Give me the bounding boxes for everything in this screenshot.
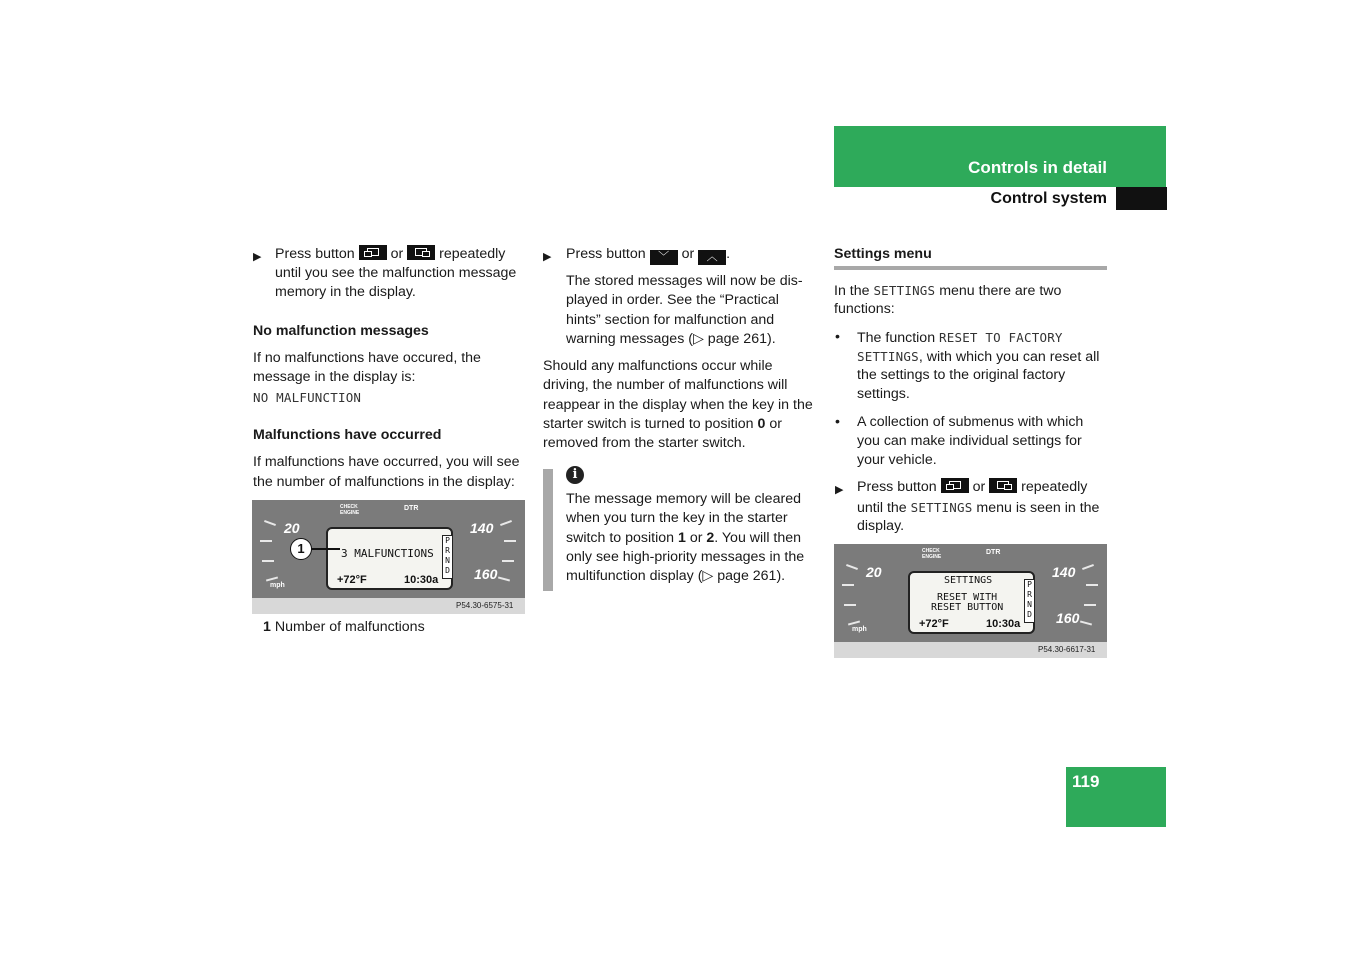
heading-settings-menu: Settings menu <box>834 246 932 262</box>
note-line: switch to position 1 or 2. You will then <box>566 530 802 546</box>
instrument-cluster-figure <box>252 500 525 614</box>
section-subtitle: Control system <box>990 190 1107 207</box>
speed-label: 160 <box>1056 610 1080 626</box>
para-line: driving, the number of malfunctions will <box>543 377 788 393</box>
display-button-icon <box>359 245 387 260</box>
unit-label: mph <box>270 582 285 589</box>
step-text: repeatedly <box>1021 479 1088 495</box>
multifunction-display <box>908 571 1035 634</box>
para-line: In the SETTINGS menu there are two <box>834 283 1062 299</box>
bullet-icon: • <box>835 414 840 430</box>
para-line: functions: <box>834 301 895 317</box>
lcd-time: 10:30a <box>404 574 439 586</box>
heading-no-malfunction: No malfunction messages <box>253 323 429 339</box>
lcd-line: SETTINGS <box>944 575 993 586</box>
para-line: If malfunctions have occurred, you will see <box>253 454 520 470</box>
figure-id: P54.30-6575-31 <box>456 601 514 610</box>
dtr-label: DTR <box>986 549 1001 556</box>
step-text: Press button <box>275 246 355 262</box>
para-line: reappear in the display when the key in the <box>543 397 813 413</box>
speed-label: 20 <box>284 520 300 536</box>
gear-indicator: P R N D <box>442 535 453 579</box>
note-line: when you turn the key in the starter <box>566 510 788 526</box>
bullet-line: your vehicle. <box>857 452 937 468</box>
lcd-temperature: +72°F <box>337 574 367 586</box>
speed-label: 140 <box>470 520 494 536</box>
display-code: NO MALFUNCTION <box>253 390 362 405</box>
figure-caption <box>263 618 425 637</box>
col1-step <box>275 245 505 264</box>
para-line: The stored messages will now be dis- <box>566 273 803 289</box>
para-line: removed from the starter switch. <box>543 435 746 451</box>
speed-label: 160 <box>474 566 498 582</box>
section-title: Controls in detail <box>968 158 1107 177</box>
bullet-line: you can make individual settings for <box>857 433 1082 449</box>
step-or: or <box>681 246 695 262</box>
col3-step <box>857 478 1087 497</box>
note-line: The message memory will be cleared <box>566 491 801 507</box>
chevron-up-icon: ︿ <box>698 250 726 265</box>
col1-step-line3: memory in the display. <box>275 284 416 300</box>
caption-text: Number of malfunctions <box>274 619 425 635</box>
para-line: If no malfunctions have occured, the <box>253 350 481 366</box>
callout-line <box>312 548 340 550</box>
multifunction-display <box>326 527 453 590</box>
heading-rule <box>834 266 1107 270</box>
heading-malfunctions: Malfunctions have occurred <box>253 427 442 443</box>
step-line: until the SETTINGS menu is seen in the <box>857 500 1100 516</box>
bullet-line: The function RESET TO FACTORY <box>857 330 1063 346</box>
lcd-time: 10:30a <box>986 618 1021 630</box>
bullet-line: the settings to the original factory <box>857 367 1066 383</box>
callout-marker: 1 <box>290 538 312 560</box>
step-text: . <box>726 246 731 262</box>
lcd-message: 3 MALFUNCTIONS <box>341 547 434 560</box>
para-line: Should any malfunctions occur while <box>543 358 773 374</box>
header-marker <box>1116 187 1167 210</box>
display-button-icon <box>941 478 969 493</box>
step-or: or <box>390 246 404 262</box>
lcd-line: RESET WITH <box>937 592 998 603</box>
col1-step-line2: until you see the malfunction message <box>275 265 517 281</box>
check-engine-label: CHECK ENGINE <box>340 504 360 516</box>
lcd-temperature: +72°F <box>919 618 949 630</box>
note-bar <box>543 469 553 591</box>
check-engine-label: CHECK ENGINE <box>922 548 942 560</box>
step-or: or <box>972 479 986 495</box>
col2-step <box>566 245 730 265</box>
para-line: hints” section for malfunction and <box>566 312 775 328</box>
display-button-icon <box>989 478 1017 493</box>
step-arrow-icon: ▶ <box>543 251 552 263</box>
dtr-label: DTR <box>404 505 419 512</box>
info-icon: i <box>566 466 584 484</box>
note-line: only see high-priority messages in the <box>566 549 805 565</box>
display-button-icon <box>407 245 435 260</box>
step-text: Press button <box>857 479 937 495</box>
bullet-icon: • <box>835 329 840 345</box>
step-text: repeatedly <box>439 246 506 262</box>
speed-label: 140 <box>1052 564 1076 580</box>
note-line: multifunction display (▷ page 261). <box>566 568 786 584</box>
para-line: starter switch is turned to position 0 or <box>543 416 782 432</box>
para-line: played in order. See the “Practical <box>566 292 779 308</box>
chevron-down-icon: ﹀ <box>650 250 678 265</box>
bullet-line: SETTINGS, with which you can reset all <box>857 349 1100 365</box>
step-line: display. <box>857 518 905 534</box>
step-arrow-icon: ▶ <box>835 484 844 496</box>
bullet-line: A collection of submenus with which <box>857 414 1084 430</box>
step-arrow-icon: ▶ <box>253 251 262 263</box>
caption-number: 1 <box>263 619 271 635</box>
speed-label: 20 <box>866 564 882 580</box>
lcd-line: RESET BUTTON <box>931 602 1004 613</box>
bullet-line: settings. <box>857 386 910 402</box>
step-text: Press button <box>566 246 646 262</box>
para-line: the number of malfunctions in the display: <box>253 474 515 490</box>
instrument-cluster-figure <box>834 544 1107 658</box>
page-number: 119 <box>1072 772 1100 791</box>
figure-id: P54.30-6617-31 <box>1038 645 1096 654</box>
para-line: message in the display is: <box>253 369 416 385</box>
unit-label: mph <box>852 626 867 633</box>
gear-indicator: P R N D <box>1024 579 1035 623</box>
para-line: warning messages (▷ page 261). <box>566 331 776 347</box>
